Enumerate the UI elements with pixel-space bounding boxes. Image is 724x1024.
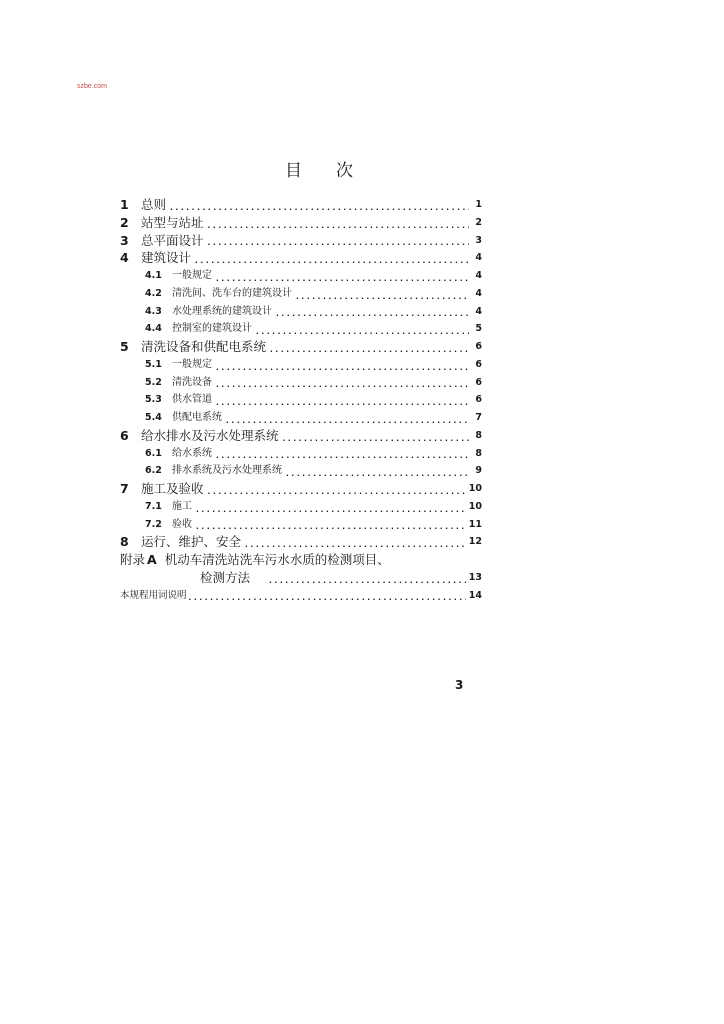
watermark-text: szbe.com	[77, 83, 107, 90]
toc-entry-page: 1	[475, 199, 482, 210]
toc-leader	[268, 569, 466, 587]
toc-entry-page: 3	[475, 234, 482, 246]
toc-entry[interactable]	[120, 462, 482, 480]
toc-entry-page: 11	[468, 518, 482, 530]
toc-entry-page: 2	[475, 216, 482, 228]
toc-entry-number: 6.1	[145, 447, 162, 459]
toc-leader	[244, 533, 466, 551]
toc-entry[interactable]	[120, 445, 482, 463]
toc-leader	[169, 196, 469, 214]
toc-entry-page: 12	[468, 536, 482, 548]
toc-entry-number: 3	[120, 232, 129, 248]
toc-entry-page: 14	[468, 589, 482, 601]
page-number: 3	[455, 678, 464, 692]
toc-entry-title: 一般规定	[172, 358, 212, 370]
appendix-title-line2: 检测方法	[200, 569, 251, 585]
toc-entry-page: 8	[475, 429, 482, 441]
toc-entry-title: 站型与站址	[141, 214, 204, 230]
toc-entry-page: 9	[475, 465, 482, 477]
toc-entry[interactable]	[120, 320, 482, 338]
toc-entry-number: 7.1	[145, 500, 162, 512]
toc-entry[interactable]	[120, 267, 482, 285]
toc-entry-number: 6.2	[145, 465, 162, 477]
toc-entry-number: 7	[120, 481, 129, 496]
toc-leader	[207, 480, 466, 498]
toc-explanation-entry[interactable]	[120, 587, 482, 605]
toc-entry-page: 6	[475, 341, 482, 352]
toc-leader	[207, 232, 469, 250]
toc-entry-title: 清洗设备	[172, 376, 212, 388]
toc-leader	[295, 285, 469, 303]
toc-leader	[215, 267, 469, 285]
toc-entry-number: 2	[120, 214, 129, 230]
appendix-title-line1: 机动车清洗站洗车污水水质的检测项目、	[164, 552, 390, 567]
toc-leader	[282, 427, 469, 445]
toc-entry[interactable]	[120, 249, 482, 267]
toc-leader	[215, 445, 469, 463]
toc-entry-page: 13	[468, 571, 482, 583]
toc-leader	[285, 462, 469, 480]
toc-appendix-entry-continued[interactable]	[120, 569, 482, 587]
toc-entry[interactable]	[120, 409, 482, 427]
toc-entry-page: 10	[468, 500, 482, 512]
toc-entry-title: 给水系统	[172, 447, 212, 459]
toc-leader	[195, 516, 466, 534]
toc-entry[interactable]	[120, 533, 482, 551]
toc-entry-page: 8	[475, 447, 482, 459]
toc-leader	[215, 391, 469, 409]
toc-entry[interactable]	[120, 480, 482, 498]
appendix-letter: A	[147, 552, 157, 567]
toc-entry-number: 4.1	[145, 270, 162, 281]
toc-entry-title: 本规程用词说明	[120, 589, 187, 601]
toc-entry-title: 清洗设备和供配电系统	[141, 339, 267, 354]
toc-leader	[275, 303, 469, 321]
toc-entry-number: 4	[120, 250, 129, 266]
toc-leader	[194, 249, 469, 267]
page-title: 目次	[285, 161, 387, 181]
toc-entry-page: 6	[475, 394, 482, 406]
toc-leader	[215, 374, 469, 392]
toc-entry-title: 施工及验收	[141, 481, 204, 496]
toc-leader	[195, 498, 466, 516]
toc-entry[interactable]	[120, 196, 482, 214]
table-of-contents	[120, 196, 482, 604]
toc-entry-number: 5.3	[145, 394, 162, 406]
toc-leader	[207, 214, 469, 232]
toc-entry-number: 4.2	[145, 287, 162, 299]
toc-leader	[255, 320, 469, 338]
toc-entry-title: 总则	[141, 197, 167, 212]
toc-entry-number: 1	[120, 197, 129, 212]
toc-entry-title: 控制室的建筑设计	[172, 323, 252, 335]
toc-entry-title: 运行、维护、安全	[141, 534, 242, 550]
toc-entry-title: 清洗间、洗车台的建筑设计	[172, 287, 292, 299]
appendix-prefix: 附录	[120, 552, 146, 567]
toc-entry[interactable]	[120, 391, 482, 409]
toc-entry-page: 4	[475, 252, 482, 264]
toc-entry-number: 6	[120, 427, 129, 443]
toc-entry-title: 供水管道	[172, 394, 212, 406]
toc-entry[interactable]	[120, 232, 482, 250]
toc-entry-title: 一般规定	[172, 270, 212, 281]
toc-entry-number: 4.3	[145, 305, 162, 317]
toc-leader	[269, 338, 469, 356]
toc-entry-number: 5.2	[145, 376, 162, 388]
toc-entry-title: 水处理系统的建筑设计	[172, 305, 272, 317]
toc-entry-page: 6	[475, 358, 482, 370]
toc-leader	[188, 587, 466, 605]
toc-leader	[225, 409, 469, 427]
toc-entry-title: 验收	[172, 518, 192, 530]
toc-entry[interactable]	[120, 516, 482, 534]
toc-entry[interactable]	[120, 285, 482, 303]
toc-entry[interactable]	[120, 427, 482, 445]
toc-entry-number: 5.1	[145, 358, 162, 370]
toc-leader	[215, 356, 469, 374]
toc-entry-number: 7.2	[145, 518, 162, 530]
toc-entry-number: 4.4	[145, 323, 162, 335]
toc-entry[interactable]	[120, 303, 482, 321]
toc-entry[interactable]	[120, 356, 482, 374]
toc-entry-page: 10	[468, 483, 482, 494]
toc-entry-number: 5	[120, 339, 129, 354]
toc-entry-page: 7	[475, 412, 482, 423]
toc-entry[interactable]	[120, 498, 482, 516]
toc-entry[interactable]	[120, 374, 482, 392]
toc-entry-page: 5	[475, 323, 482, 335]
toc-entry-title: 给水排水及污水处理系统	[141, 427, 279, 443]
toc-entry-number: 5.4	[145, 412, 162, 423]
toc-entry-number: 8	[120, 534, 129, 550]
toc-entry-page: 4	[475, 270, 482, 281]
toc-entry-page: 4	[475, 287, 482, 299]
toc-entry-page: 4	[475, 305, 482, 317]
toc-entry-page: 6	[475, 376, 482, 388]
toc-entry[interactable]	[120, 338, 482, 356]
toc-entry[interactable]	[120, 214, 482, 232]
toc-appendix-entry[interactable]	[120, 551, 482, 569]
toc-entry-title: 施工	[172, 500, 192, 512]
toc-entry-title: 总平面设计	[141, 232, 204, 248]
toc-entry-title: 排水系统及污水处理系统	[172, 465, 282, 477]
toc-entry-title: 建筑设计	[141, 250, 192, 266]
toc-entry-title: 供配电系统	[172, 412, 222, 423]
